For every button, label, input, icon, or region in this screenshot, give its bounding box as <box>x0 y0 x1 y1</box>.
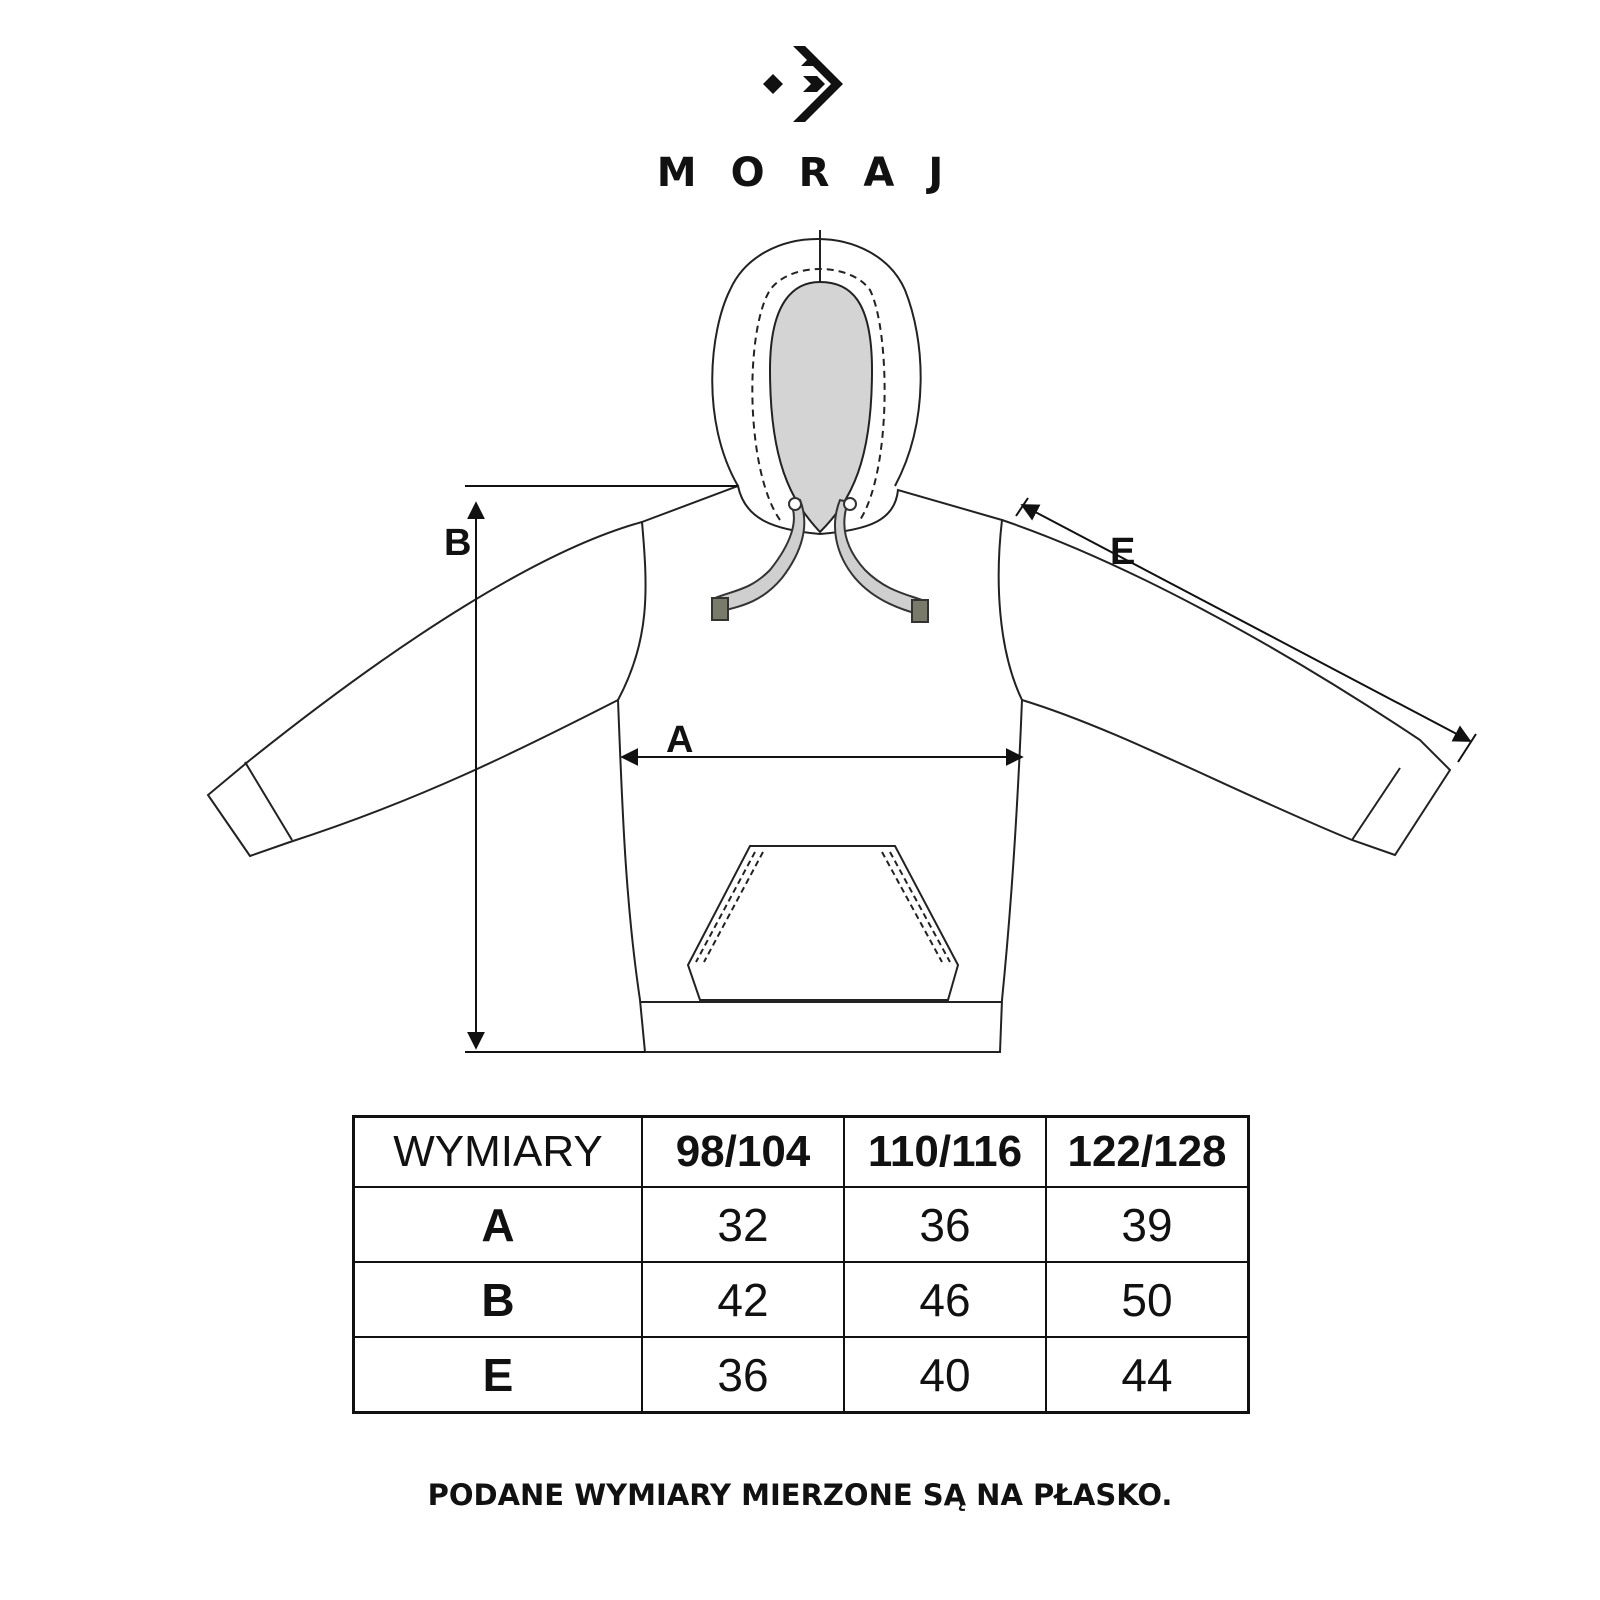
measurement-note: PODANE WYMIARY MIERZONE SĄ NA PŁASKO. <box>427 1478 1173 1512</box>
size-header: 122/128 <box>1046 1117 1249 1188</box>
table-cell: 50 <box>1046 1262 1249 1337</box>
table-cell: 36 <box>844 1187 1046 1262</box>
drawstring-tip-left <box>712 598 728 620</box>
drawstring-left <box>715 500 804 612</box>
table-cell: 36 <box>642 1337 844 1413</box>
table-cell: 39 <box>1046 1187 1249 1262</box>
drawstring-right <box>835 500 922 614</box>
right-sleeve <box>1002 520 1450 855</box>
right-cuff <box>1352 768 1400 840</box>
pocket-stitch-right <box>890 852 950 962</box>
table-cell: 42 <box>642 1262 844 1337</box>
table-cell: 32 <box>642 1187 844 1262</box>
table-cell: 44 <box>1046 1337 1249 1413</box>
brand-name: MORAJ <box>656 150 978 196</box>
dimension-a-label: A <box>666 719 694 761</box>
hood-opening <box>770 282 872 532</box>
hoodie-body <box>618 486 1022 1052</box>
table-cell: 40 <box>844 1337 1046 1413</box>
header-label: WYMIARY <box>354 1117 643 1188</box>
row-label: B <box>354 1262 643 1337</box>
table-row <box>354 1187 1249 1262</box>
size-header: 98/104 <box>642 1117 844 1188</box>
table-row <box>354 1262 1249 1337</box>
row-label: A <box>354 1187 643 1262</box>
pocket-stitch-left <box>696 852 755 962</box>
dimension-e-line <box>1022 505 1470 741</box>
table-header-row <box>354 1117 1249 1188</box>
left-sleeve <box>208 522 642 856</box>
dimension-b-label: B <box>444 522 472 564</box>
table-cell: 46 <box>844 1262 1046 1337</box>
row-label: E <box>354 1337 643 1413</box>
left-cuff <box>245 762 292 840</box>
drawstring-tip-right <box>912 600 928 622</box>
size-table <box>352 1115 1250 1414</box>
dimension-e-label: E <box>1110 531 1136 573</box>
table-row <box>354 1337 1249 1413</box>
kangaroo-pocket <box>688 846 958 1000</box>
size-header: 110/116 <box>844 1117 1046 1188</box>
